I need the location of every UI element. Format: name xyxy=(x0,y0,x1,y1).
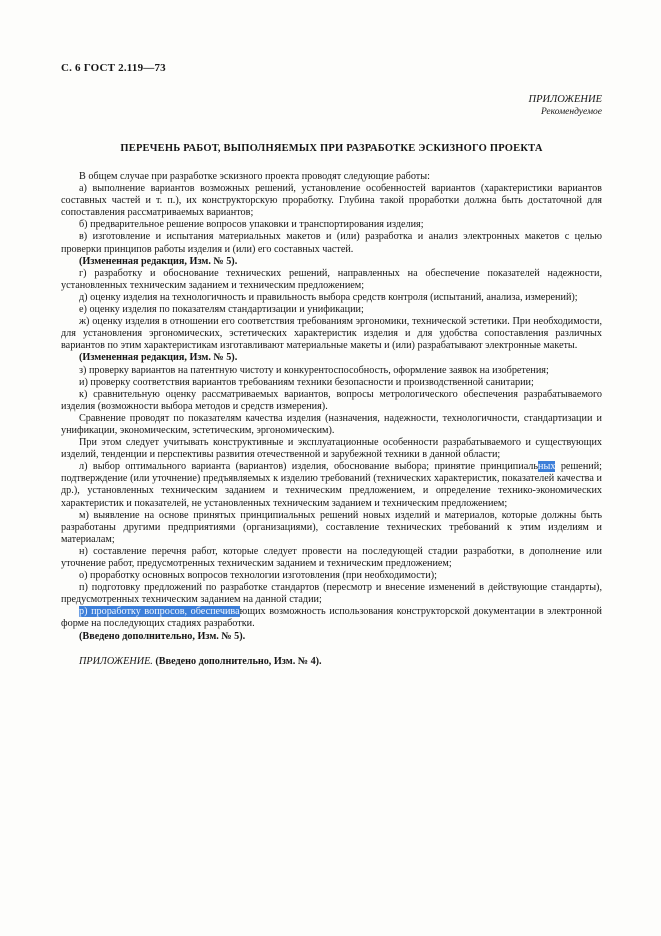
paragraph xyxy=(61,268,602,292)
paragraph xyxy=(61,437,602,461)
document-title: ПЕРЕЧЕНЬ РАБОТ, ВЫПОЛНЯЕМЫХ ПРИ РАЗРАБОТКЕ ЭСКИЗНОГО ПРОЕКТА xyxy=(120,143,543,154)
text-segment: (Введено дополнительно, Изм. № 4). xyxy=(155,655,322,667)
paragraph xyxy=(61,631,602,643)
paragraph xyxy=(61,183,602,219)
text-segment: з) проверку вариантов на патентную чистоту и конкурентоспособность, оформление заявок на изобретения; xyxy=(79,364,549,376)
text-segment: в) изготовление и испытания материальных макетов и (или) разработка и анализ электронных макетов с целью проверки принципов работы изделия и (или) его составных частей. xyxy=(61,231,602,255)
paragraph xyxy=(61,171,602,183)
text-segment: п) подготовку предложений по разработке стандартов (пересмотр и внесение изменений в действующие стандарты), предусмотренных техническим заданием на данной стадии; xyxy=(61,582,602,606)
text-segment: В общем случае при разработке эскизного проекта проводят следующие работы: xyxy=(79,171,430,182)
paragraph xyxy=(61,256,602,268)
text-segment: м) выявление на основе принятых принципиальных решений новых изделий и материалов, которые должны быть разработаны другими предприятиями (организациями), составление технических требований к этим изделиям и материалам; xyxy=(61,509,602,545)
paragraph xyxy=(61,656,602,668)
text-segment: н) составление перечня работ, которые следует провести на последующей стадии разработки, в дополнение или уточнение работ, предусмотренных техническим заданием и техническим предложением; xyxy=(61,545,602,569)
text-segment: б) предварительное решение вопросов упаковки и транспортирования изделия; xyxy=(79,219,424,231)
text-segment: При этом следует учитывать конструктивные и эксплуатационные особенности разрабатываемого и существующих изделий, тенденции и перспективы развития отечественной и зарубежной техники в данной области; xyxy=(61,437,602,461)
paragraph xyxy=(61,316,602,352)
text-segment: а) выполнение вариантов возможных решений, установление особенностей вариантов (характеристики вариантов составных частей и т. п.), их конструкторскую проработку. Глубина такой проработки должна быть достаточной для сопоставления рассматриваемых вариантов; xyxy=(61,183,602,219)
paragraph xyxy=(61,389,602,413)
paragraph xyxy=(61,304,602,316)
document-body xyxy=(61,171,602,668)
paragraph xyxy=(61,570,602,582)
text-segment: о) проработку основных вопросов технологии изготовления (при необходимости); xyxy=(79,570,437,582)
text-segment: (Измененная редакция, Изм. № 5). xyxy=(79,352,238,364)
text-segment: решений; подтверждение (или уточнение) предъявляемых к изделию требований (технических характеристик, показателей качества и др.), установленных техническим заданием и техническим предложением, и определение технико-экономических характеристик и показателей, не установленных техническим заданием и техническим предложением; xyxy=(61,461,603,509)
text-segment: ющих возможность использования конструкторской документации в электронной форме на последующих стадиях разработки. xyxy=(61,606,602,630)
paragraph xyxy=(61,461,602,509)
paragraph xyxy=(61,413,602,437)
selected-text: р) проработку вопросов, обеспечива xyxy=(79,606,240,618)
text-segment: ПРИЛОЖЕНИЕ. xyxy=(79,655,156,667)
annex-label: ПРИЛОЖЕНИЕ xyxy=(528,94,602,105)
paragraph xyxy=(61,546,602,570)
text-segment: л) выбор оптимального варианта (вариантов) изделия, обоснование выбора; принятие принципиаль xyxy=(79,461,539,473)
text-segment: г) разработку и обоснование технических решений, направленных на обеспечение показателей надежности, установленных техническим заданием и техническим предложением; xyxy=(61,267,602,291)
paragraph xyxy=(61,352,602,364)
selected-text: ных xyxy=(538,461,556,473)
page-header-gost-number: С. 6 ГОСТ 2.119—73 xyxy=(61,62,166,74)
paragraph xyxy=(61,377,602,389)
text-segment: к) сравнительную оценку рассматриваемых вариантов, вопросы метрологического обеспечения разрабатываемого изделия (возможности выбора методов и средств измерения). xyxy=(61,388,602,412)
annex-block xyxy=(529,94,603,118)
text-segment: ж) оценку изделия в отношении его соответствия требованиям эргономики, технической эстетики. При необходимости, для установления эргономических, эстетических характеристик изделия и для удобства сопоставления различных вариантов по этим характеристикам изготавливают материальные макеты и (или) разрабатывают электронные макеты. xyxy=(61,316,602,352)
text-segment: (Введено дополнительно, Изм. № 5). xyxy=(79,630,246,642)
paragraph xyxy=(61,219,602,231)
text-segment: (Измененная редакция, Изм. № 5). xyxy=(79,255,238,267)
text-segment: е) оценку изделия по показателям стандартизации и унификации; xyxy=(79,304,364,316)
paragraph xyxy=(61,582,602,606)
paragraph xyxy=(61,231,602,255)
paragraph xyxy=(61,606,602,630)
annex-sublabel: Рекомендуемое xyxy=(540,107,602,117)
text-segment: и) проверку соответствия вариантов требованиям техники безопасности и производственной санитарии; xyxy=(79,376,534,388)
paragraph xyxy=(61,510,602,546)
text-segment: Сравнение проводят по показателям качества изделия (назначения, надежности, технологичности, стандартизации и унификации, экономическим, эстетическим, эргономическим). xyxy=(61,412,602,436)
text-segment: д) оценку изделия на технологичность и правильность выбора средств контроля (испытаний, анализа, измерений); xyxy=(79,291,578,303)
paragraph xyxy=(61,292,602,304)
paragraph xyxy=(61,365,602,377)
